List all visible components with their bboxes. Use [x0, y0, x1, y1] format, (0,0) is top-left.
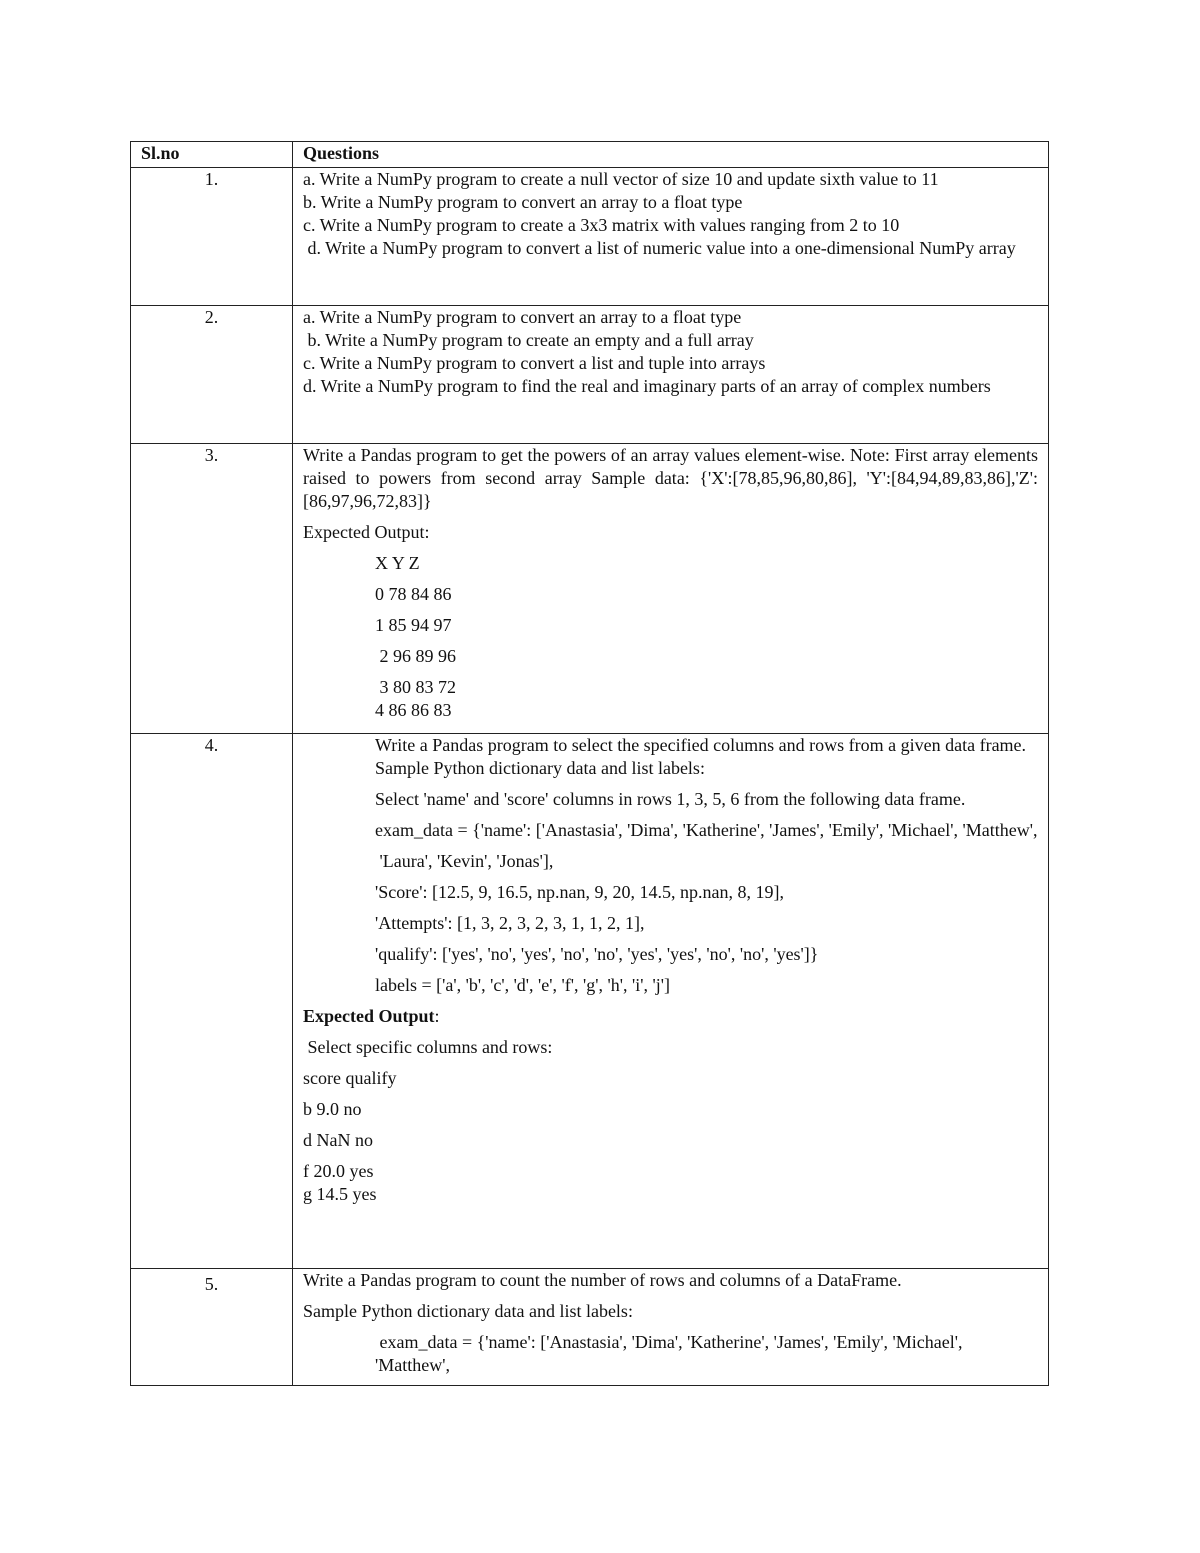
row-number: 1.: [131, 168, 293, 306]
question-text: Write a Pandas program to get the powers of an array values element-wise. Note: First array elements raised to powers from second array Sample data: {'X':[78,85,96,80,86], 'Y':[84,94,89,83,86],'Z':[86,97,96,72,83]}: [303, 445, 1043, 511]
row-number: 3.: [131, 444, 293, 734]
question-cell: [293, 734, 1049, 1269]
question-line: d. Write a NumPy program to find the real and imaginary parts of an array of complex numbers: [303, 376, 991, 396]
table-row: [131, 734, 1049, 1269]
code-line: 'Laura', 'Kevin', 'Jonas'],: [375, 851, 554, 871]
question-cell: [293, 444, 1049, 734]
output-line: Select specific columns and rows:: [303, 1037, 553, 1057]
table-header-row: [131, 142, 1049, 168]
question-line: b. Write a NumPy program to convert an array to a float type: [303, 192, 743, 212]
code-line: 'Attempts': [1, 3, 2, 3, 2, 3, 1, 1, 2, 1],: [375, 913, 645, 933]
code-line: 'Score': [12.5, 9, 16.5, np.nan, 9, 20, 14.5, np.nan, 8, 19],: [375, 882, 784, 902]
output-line: 4 86 86 83: [375, 700, 452, 720]
output-line: g 14.5 yes: [303, 1184, 377, 1204]
question-line: Select 'name' and 'score' columns in rows 1, 3, 5, 6 from the following data frame.: [375, 789, 966, 809]
question-line: a. Write a NumPy program to create a null vector of size 10 and update sixth value to 11: [303, 169, 939, 189]
output-line: 3 80 83 72: [375, 677, 456, 697]
expected-output-label: Expected Output:: [303, 522, 430, 542]
row-number: 2.: [131, 306, 293, 444]
output-line: 0 78 84 86: [375, 584, 452, 604]
expected-output-bold: Expected Output: [303, 1006, 435, 1026]
question-text: Write a Pandas program to select the specified columns and rows from a given data frame. Sample Python dictionary data and list labels:: [375, 735, 1031, 778]
expected-output-colon: :: [434, 1006, 440, 1026]
slno-header: Sl.no: [131, 142, 293, 168]
questions-header: Questions: [293, 142, 1049, 168]
code-line: exam_data = {'name': ['Anastasia', 'Dima', 'Katherine', 'James', 'Emily', 'Michael', 'Matthew',: [375, 820, 1038, 840]
table-row: [131, 444, 1049, 734]
output-line: b 9.0 no: [303, 1099, 362, 1119]
code-line: labels = ['a', 'b', 'c', 'd', 'e', 'f', 'g', 'h', 'i', 'j']: [375, 975, 670, 995]
table-row: [131, 1269, 1049, 1386]
code-line: exam_data = {'name': ['Anastasia', 'Dima', 'Katherine', 'James', 'Emily', 'Michael', 'Matthew',: [375, 1332, 968, 1375]
question-line: b. Write a NumPy program to create an empty and a full array: [303, 330, 754, 350]
output-line: X Y Z: [375, 553, 420, 573]
output-line: d NaN no: [303, 1130, 373, 1150]
question-line: a. Write a NumPy program to convert an array to a float type: [303, 307, 742, 327]
table-row: [131, 168, 1049, 306]
expected-output-label: [303, 1005, 1038, 1028]
question-cell: [293, 168, 1049, 306]
question-cell: [293, 306, 1049, 444]
question-text: Write a Pandas program to count the number of rows and columns of a DataFrame.: [303, 1270, 902, 1290]
question-line: d. Write a NumPy program to convert a list of numeric value into a one-dimensional NumPy array: [303, 238, 1016, 258]
question-line: c. Write a NumPy program to create a 3x3 matrix with values ranging from 2 to 10: [303, 215, 900, 235]
output-line: f 20.0 yes: [303, 1161, 374, 1181]
question-line: Sample Python dictionary data and list labels:: [303, 1301, 633, 1321]
output-line: 1 85 94 97: [375, 615, 452, 635]
code-line: 'qualify': ['yes', 'no', 'yes', 'no', 'no', 'yes', 'yes', 'no', 'no', 'yes']}: [375, 944, 819, 964]
questions-table: [130, 141, 1049, 1386]
output-line: score qualify: [303, 1068, 397, 1088]
question-line: c. Write a NumPy program to convert a list and tuple into arrays: [303, 353, 766, 373]
table-row: [131, 306, 1049, 444]
question-cell: [293, 1269, 1049, 1386]
output-line: 2 96 89 96: [375, 646, 456, 666]
row-number: 5.: [131, 1269, 293, 1386]
row-number: 4.: [131, 734, 293, 1269]
